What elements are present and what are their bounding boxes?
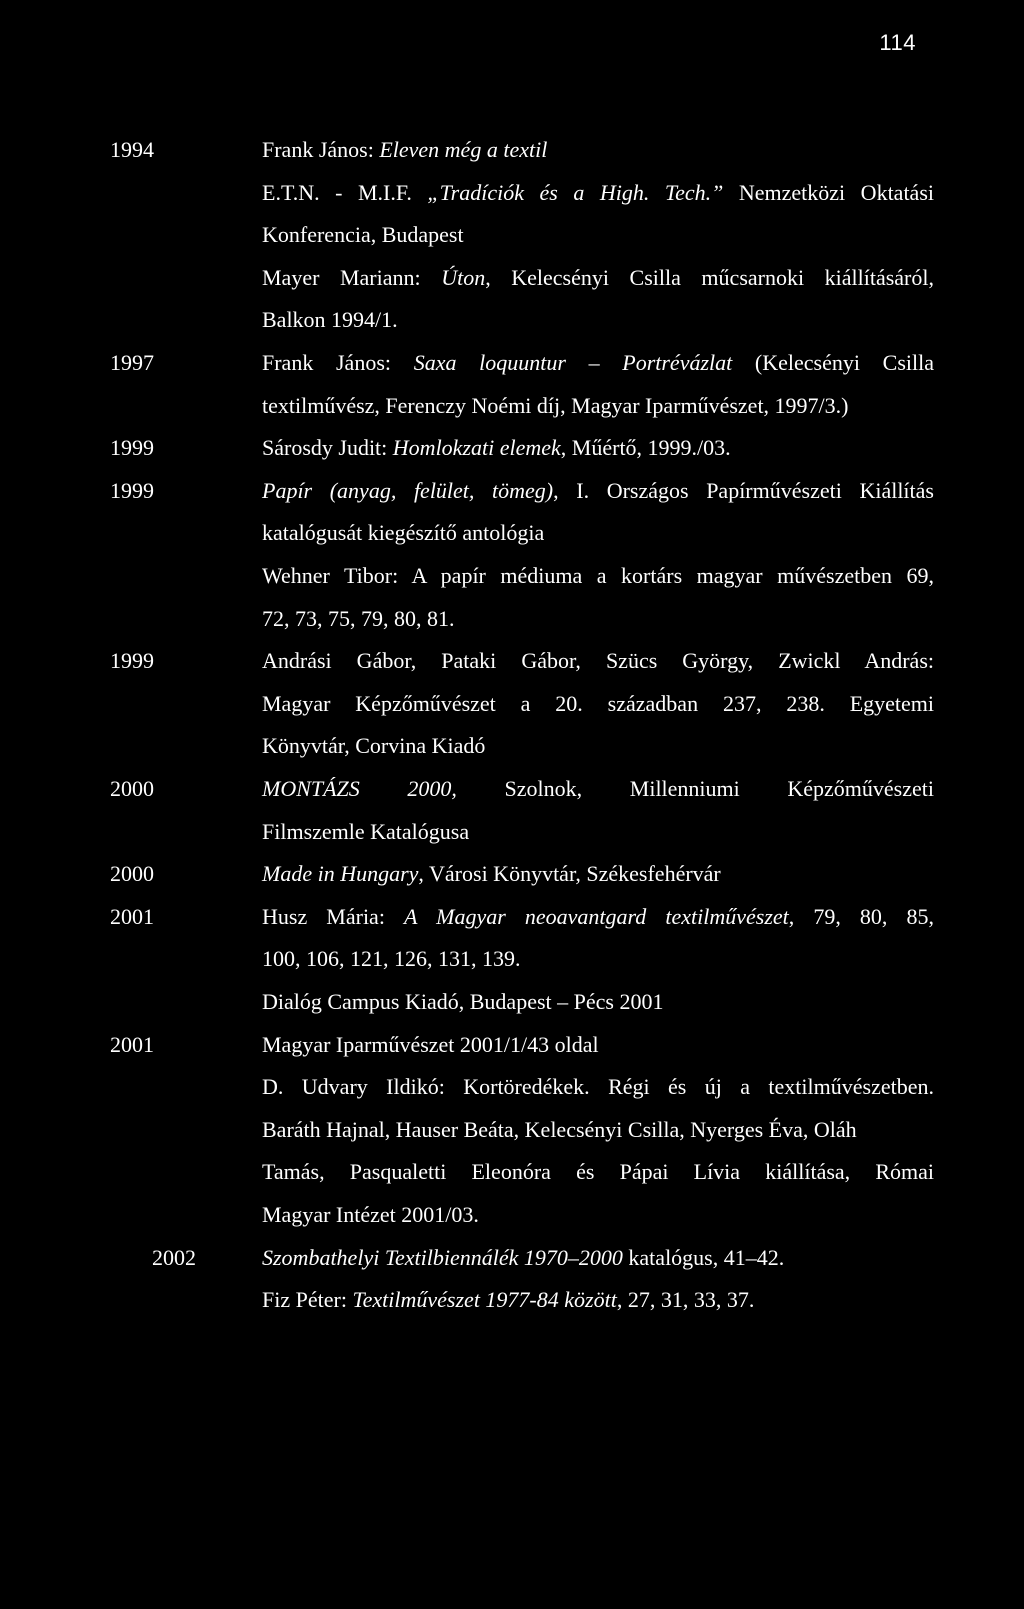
text-segment: Wehner Tibor: A papír médiuma a kortárs magyar művészetben 69, [262,562,934,588]
entry-text [262,1024,934,1237]
entry-text [262,470,934,640]
entry-line [262,342,934,385]
italic-title: Eleven még a textil [379,137,548,162]
entry-line [262,683,934,726]
text-segment: Magyar Képzőművészet a 20. században 237, 238. Egyetemi [262,690,934,716]
text-segment: Magyar Intézet 2001/03. [262,1201,479,1227]
entry-line [262,811,934,854]
italic-title: „Tradíciók és a High. Tech.” [427,179,724,205]
text-segment: Tamás, Pasqualetti Eleonóra és Pápai Lívia kiállítása, Római [262,1159,934,1185]
entry-year: 2000 [110,776,154,801]
italic-title: Papír (anyag, felület, tömeg) [262,477,554,503]
text-segment: , Műértő, 1999./03. [560,435,731,461]
entry-year: 1997 [110,350,154,375]
text-segment: Andrási Gábor, Pataki Gábor, Szücs György, Zwickl András: [262,648,934,674]
italic-title: A Magyar neoavantgard textilművészet [404,903,789,929]
text-segment: , Városi Könyvtár, Székesfehérvár [418,861,721,887]
text-segment: textilművész, Ferenczy Noémi díj, Magyar Iparművészet, 1997/3.) [262,392,849,418]
entry-text [262,342,934,427]
text-segment: Frank János: [262,137,380,162]
entry-line [262,938,934,981]
entry-year: 2000 [110,861,154,887]
entry-line [262,1279,934,1322]
text-segment: Szolnok, Millenniumi Képzőművészeti [456,776,934,801]
text-segment: Sárosdy Judit: [262,435,393,461]
entry-text [262,896,934,1024]
italic-title: Szombathelyi Textilbiennálék 1970–2000 [262,1244,623,1270]
entry-line [262,1237,934,1280]
italic-title: Saxa loquuntur – Portrévázlat [413,350,733,375]
entry-year: 2001 [110,903,154,929]
text-segment: Dialóg Campus Kiadó, Budapest – Pécs 2001 [262,988,664,1014]
entry-year: 1999 [110,435,154,461]
entry-line [262,1151,934,1194]
entry-line [262,470,934,513]
entry-line [262,1066,934,1109]
text-segment: , I. Országos Papírművészeti Kiállítás [553,477,934,503]
text-segment: Mayer Mariann: [262,264,442,290]
entry-line [262,257,934,300]
entry-line [262,172,934,215]
entry-line [262,385,934,428]
entry-line [262,1024,934,1067]
text-segment: Baráth Hajnal, Hauser Beáta, Kelecsényi Csilla, Nyerges Éva, Oláh [262,1116,857,1142]
entry-text [262,129,934,342]
page-number: 114 [879,30,916,55]
entry-text [262,640,934,768]
text-segment: 72, 73, 75, 79, 80, 81. [262,605,455,631]
italic-title: Homlokzati elemek [392,435,561,461]
entry-line [262,853,934,896]
text-segment: Konferencia, Budapest [262,222,464,248]
entry-line [262,129,934,172]
italic-title: Made in Hungary [262,861,419,887]
entry-line [262,640,934,683]
text-segment: D. Udvary Ildikó: Kortöredékek. Régi és új a textilművészetben. [262,1074,934,1100]
entry-year: 1999 [110,477,154,503]
text-segment: Filmszemle Katalógusa [262,818,470,844]
entry-text [262,427,934,470]
italic-title: Textilművészet 1977-84 között [352,1287,617,1313]
text-segment: Fiz Péter: [262,1287,353,1313]
italic-title: MONTÁZS 2000, [262,776,457,801]
entry-year: 2002 [152,1244,196,1270]
text-segment: 100, 106, 121, 126, 131, 139. [262,946,521,972]
entry-line [262,214,934,257]
entry-text [262,768,934,853]
entry-line [262,512,934,555]
italic-title: Úton [441,264,486,290]
text-segment: Nemzetközi Oktatási [723,179,934,205]
text-segment: Magyar Iparművészet 2001/1/43 oldal [262,1031,599,1057]
text-segment: E.T.N. - M.I.F. [262,179,428,205]
entry-year: 1999 [110,648,154,674]
text-segment: , 27, 31, 33, 37. [616,1287,755,1313]
entry-year: 2001 [110,1031,154,1057]
text-segment: (Kelecsényi Csilla [732,350,934,375]
entry-line [262,1109,934,1152]
text-segment: Husz Mária: [262,903,405,929]
entry-line [262,768,934,811]
text-segment: katalógusát kiegészítő antológia [262,520,545,546]
entry-line [262,427,934,470]
entry-line [262,598,934,641]
entry-text [262,853,934,896]
text-segment: Balkon 1994/1. [262,307,398,333]
entry-text [262,1237,934,1322]
text-segment: katalógus, 41–42. [622,1244,785,1270]
entry-line [262,896,934,939]
entry-year: 1994 [110,137,154,162]
entry-line [262,299,934,342]
text-segment: , Kelecsényi Csilla műcsarnoki kiállításáról, [485,264,934,290]
entry-line [262,725,934,768]
entry-line [262,1194,934,1237]
text-segment: , 79, 80, 85, [788,903,935,929]
text-segment: Könyvtár, Corvina Kiadó [262,733,486,759]
text-segment: Frank János: [262,350,414,375]
entry-line [262,981,934,1024]
entry-line [262,555,934,598]
